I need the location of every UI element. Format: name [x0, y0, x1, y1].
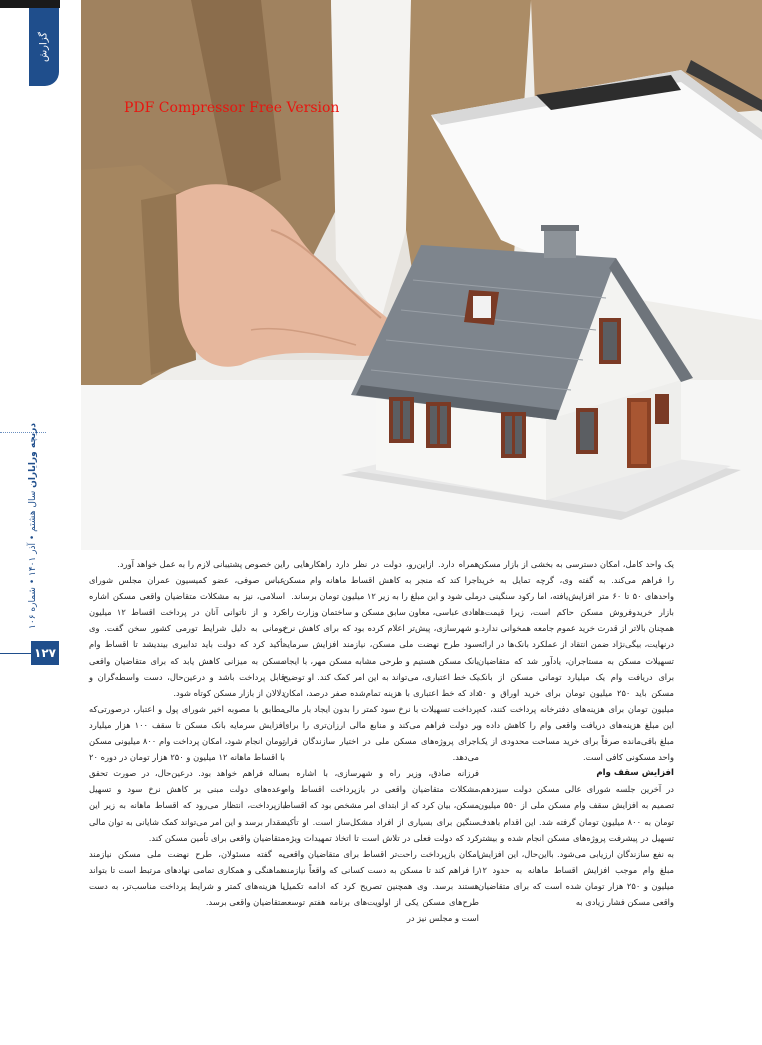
paragraph: یک واحد کامل، امکان دسترسی به بخشی از بازار مسکن را فراهم می‌کند. به گفته وی، گرچه تمایل به خرید واحدهای ۵۰ تا ۶۰ متر افزایش‌یافته، اما رکود سنگینی در بازار خرید‌وفروش مسکن حاکم است، زیرا قیمت‌ها همچنان بالاتر از قدرت خرید عموم جامعه همخوانی ندارد. [478, 559, 674, 634]
page-number-line [0, 653, 31, 654]
dotted-divider [0, 432, 46, 433]
text-column-left [89, 556, 285, 910]
paragraph: فرزانه صادق، وزیر راه و شهرسازی، با اشاره به مشکلات متقاضیان واقعی در بازپرداخت اقساط وام مسکن، بیان کرد که از ابتدای امر مشخص بود که اقساط سنگین برای بسیاری از افراد مشکل‌ساز است. او تأکید کرد که دولت فعلی در تلاش است تا اتخاذ تمهیدات ویژه، امکان بازپرداخت راحت‌تر اقساط برای متقاضیان واقعی را فراهم کند تا مسکن به دست کسانی که واقعاً نیازمند هستند برسد. وی همچنین تصریح کرد که ادامه تکمیل طرح‌های مسکن یکی از اولویت‌های برنامه هفتم توسعه است و مجلس نیز در [283, 768, 479, 924]
text-column-right [478, 556, 674, 910]
paragraph: درنهایت، بیگی‌نژاد ضمن انتقاد از عملکرد بانک‌ها در ارائه تسهیلات مسکن به مستاجران، یادآور شد که متقاضیان برای دریافت وام یک میلیارد تومانی مسکن از بانک مسکن باید ۲۵۰ میلیون تومان برای خرید اوراق و ۵۰ میلیون تومان برای هزینه‌های دفترخانه پرداخت کنند، که این مبلغ هزینه‌های دریافت واقعی وام را کاهش داده و مبلغ باقی‌مانده صرفاً برای خرید مساحت محدودی از یک واحد مسکونی کافی است. [478, 639, 674, 763]
subheading: افزایش سقف وام [596, 768, 674, 779]
magazine-issue: سال هشتم • آذر ۱۴۰۱ • شماره ۱۰۶ [28, 490, 38, 629]
section-tab [29, 8, 59, 86]
hero-photo [81, 0, 762, 550]
text-column-middle [283, 556, 479, 926]
magazine-name: دریچه ورایاران [28, 423, 38, 488]
paragraph: به گفته مسئولان، طرح نهضت ملی مسکن نیازمند هماهنگی و همکاری تمامی نهادهای مرتبط است تا بتواند با هزینه‌های کمتر و شرایط پرداخت مناسب‌تر، به دست متقاضیان واقعی برسد. [89, 848, 285, 907]
paragraph: در آخرین جلسه شورای عالی مسکن دولت سیزدهم، تصمیم به افزایش سقف وام مسکن ملی از ۵۵۰ میلیون تومان به ۸۰۰ میلیون تومان گرفته شد. این اقدام باهدف تسهیل در پیشرفت پروژه‌های مسکن انجام شده و بیشتر به نفع سازندگان ارزیابی می‌شود. بااین‌حال، این افزایش مبلغ وام موجب افزایش اقساط ماهانه به حدود ۱۲ میلیون و ۲۵۰ هزار تومان شده است که برای متقاضیان واقعی مسکن فشار زیادی به [478, 784, 675, 907]
watermark-text: PDF Compressor Free Version [124, 100, 340, 116]
magazine-info [22, 423, 44, 629]
paragraph: عباس صوفی، عضو کمیسیون عمران مجلس شورای اسلامی، نیز به مشکلات متقاضیان واقعی مسکن اشاره کرد و از ناتوانی آنان در پرداخت اقساط ۱۲ میلیون تومانی به دلیل شرایط تورمی کشور سخن گفت. وی تأکید کرد که دولت باید تدابیری بیندیشد تا اقساط وام مسکن به میزانی کاهش یابد که برای متقاضیان واقعی قابل پرداخت باشد و درعین‌حال، دست واسطه‌گران و دلالان از بازار مسکن کوتاه شود. [89, 575, 286, 698]
house-model-hand-photo [81, 0, 762, 550]
section-label: گزارش [38, 31, 50, 63]
paragraph: همراه دارد. ازاین‌رو، دولت در نظر دارد راهکارهایی را اجرا کند که منجر به کاهش اقساط ماهانه وام مسکن ملی شود و این مبلغ را به زیر ۱۲ میلیون تومان برساند. [283, 559, 479, 602]
paragraph: مطابق با مصوبه اخیر شورای پول و اعتبار، درصورتی‌که افزایش سرمایه بانک مسکن تا سقف ۱۰۰ هزار میلیارد تومان انجام شود، امکان پرداخت وام ۸۰۰ میلیونی مسکن با اقساط ماهانه ۱۲ میلیون و ۲۵۰ هزار تومان در دوره ۲۰ ساله فراهم خواهد بود. درعین‌حال، در صورت تحقق وعده‌های دولت مبنی بر کاهش نرخ سود و تسهیل بازپرداخت، انتظار می‌رود که اقساط ماهانه به زیر این مقدار برسد و این امر می‌تواند کمک شایانی به توان مالی متقاضیان واقعی برای تأمین مسکن کند. [89, 703, 286, 843]
paragraph: این خصوص پشتیبانی لازم را به عمل خواهد آورد. [117, 559, 285, 569]
paragraph: هادی عباسی، معاون سابق مسکن و ساختمان وزارت راه و شهرسازی، پیش‌تر اعلام کرده بود که برای کاهش نرخ سود طرح نهضت ملی مسکن، نیازمند افزایش سرمایه بانک مسکن هستیم و طرحی مشابه مسکن مهر، با ایجاد یک خط اعتباری، می‌تواند به این امر کمک کند. او توضیح داد که خط اعتباری با هزینه تمام‌شده صفر درصد، امکان پرداخت تسهیلات با نرخ سود کمتر را بدون ایجاد بار مالی بر دولت فراهم می‌کند و منابع مالی ارزان‌تری را برای اجرای پروژه‌های مسکن ملی در اختیار سازندگان قرار می‌دهد. [283, 607, 479, 763]
top-black-strip [0, 0, 60, 8]
page-number: ۱۲۷ [31, 641, 59, 665]
